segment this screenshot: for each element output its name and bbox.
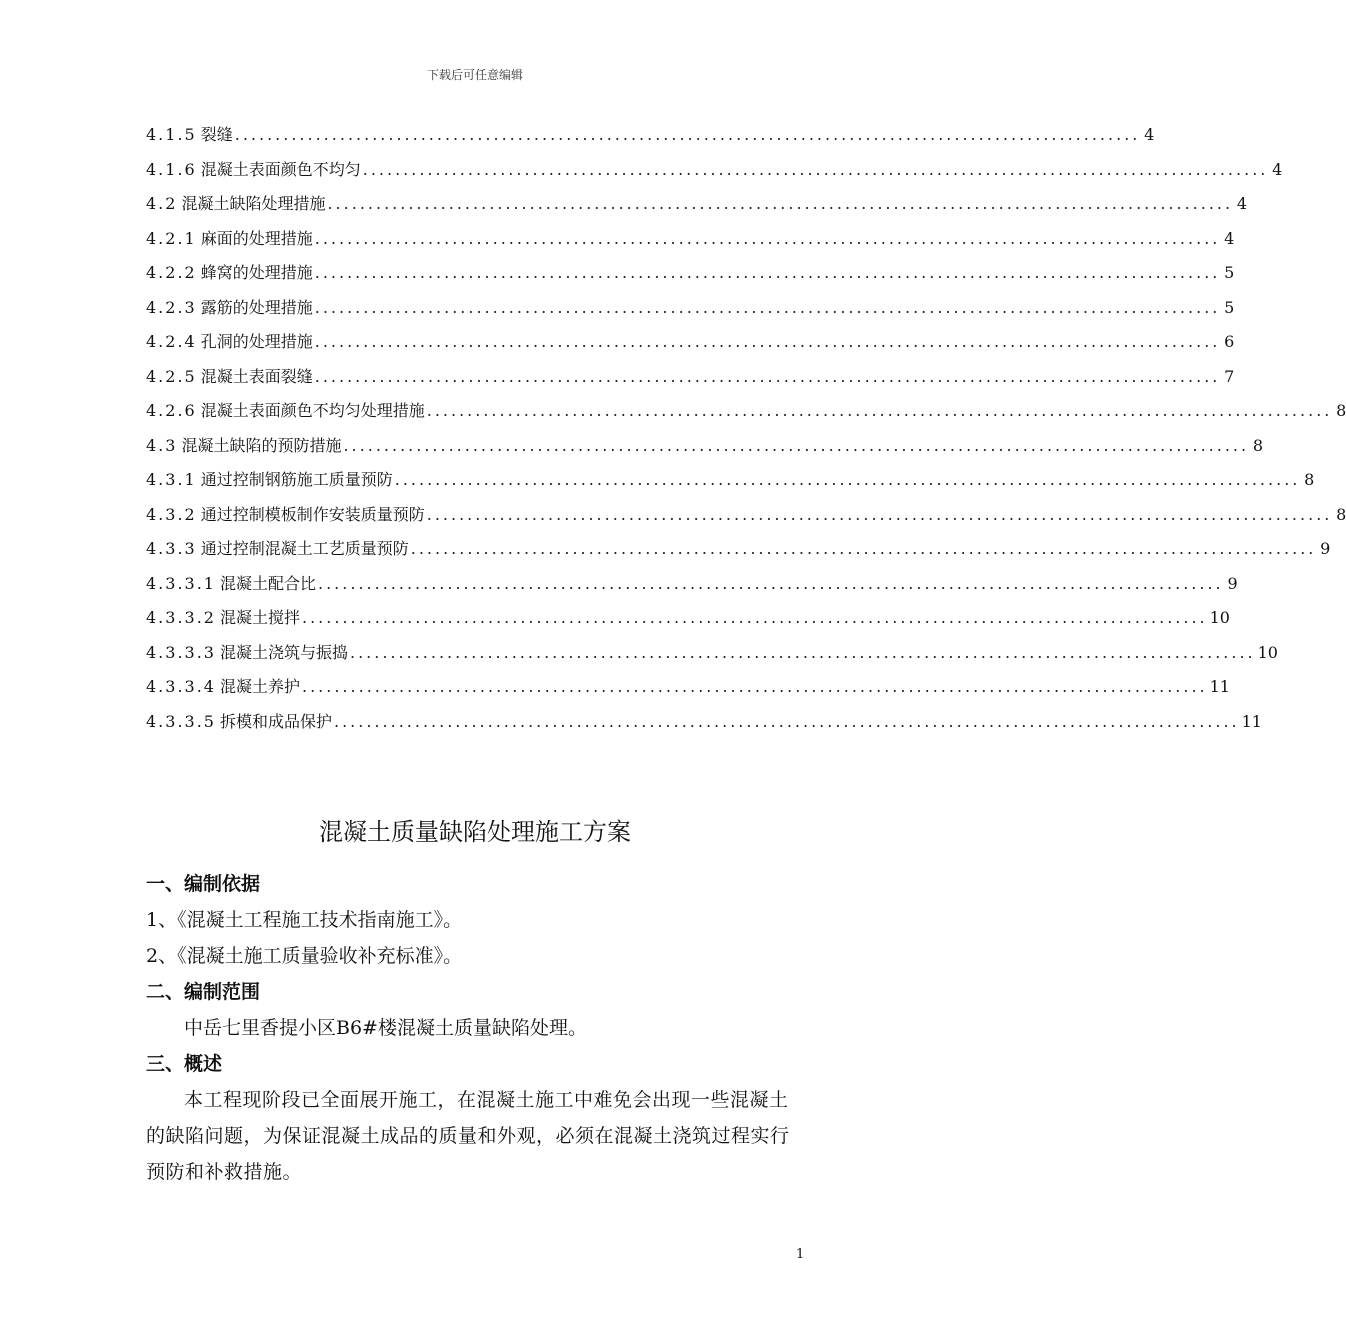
section-heading-overview: 三、概述 — [146, 1053, 223, 1075]
section-heading-scope: 二、编制范围 — [146, 981, 261, 1003]
toc-label: 混凝土配合比 — [219, 573, 316, 593]
page-number: 1 — [796, 1247, 805, 1262]
toc-label: 蜂窝的处理措施 — [200, 263, 313, 282]
toc-entry[interactable] — [146, 502, 1346, 537]
toc-leader-dots: ................................................................................................................ — [302, 677, 1208, 696]
toc-number: 4.3.2 — [146, 504, 197, 524]
toc-leader-dots: ................................................................................................................ — [362, 159, 1269, 179]
toc-label: 混凝土缺陷的预防措施 — [181, 435, 342, 455]
toc-page-number: 10 — [1257, 642, 1278, 662]
toc-number: 4.1.5 — [146, 125, 197, 144]
toc-leader-dots: ................................................................................................................ — [314, 366, 1221, 386]
toc-number: 4.3.1 — [146, 470, 197, 489]
toc-label: 孔洞的处理措施 — [200, 332, 313, 351]
toc-label: 露筋的处理措施 — [200, 297, 313, 317]
toc-number: 4.2.4 — [146, 332, 197, 351]
toc-page-number: 9 — [1227, 573, 1238, 593]
toc-page-number: 10 — [1209, 608, 1230, 627]
toc-entry[interactable] — [146, 605, 1230, 640]
toc-entry[interactable] — [146, 571, 1238, 606]
toc-page-number: 4 — [1224, 228, 1235, 248]
toc-leader-dots: ................................................................................................................ — [350, 642, 1256, 662]
toc-page-number: 11 — [1209, 677, 1230, 696]
toc-leader-dots: ................................................................................................................ — [314, 297, 1221, 317]
document-body — [146, 866, 806, 1190]
toc-label: 混凝土表面颜色不均匀处理措施 — [200, 401, 425, 420]
toc-page-number: 4 — [1272, 159, 1283, 179]
toc-number: 4.2 — [146, 194, 178, 213]
toc-number: 4.3.3.1 — [146, 573, 216, 593]
toc-leader-dots: ................................................................................................................ — [314, 332, 1221, 351]
toc-leader-dots: ................................................................................................................ — [334, 711, 1240, 731]
toc-entry[interactable] — [146, 364, 1235, 399]
toc-label: 混凝土搅拌 — [219, 608, 300, 627]
toc-page-number: 8 — [1252, 435, 1264, 455]
toc-entry[interactable] — [146, 191, 1248, 226]
toc-page-number: 9 — [1320, 539, 1331, 558]
basis-item-2: 2、《混凝土施工质量验收补充标准》。 — [146, 945, 463, 967]
toc-label: 混凝土缺陷处理措施 — [181, 194, 326, 213]
toc-label: 拆模和成品保护 — [219, 711, 332, 731]
toc-number: 4.3.3.2 — [146, 608, 216, 627]
toc-entry[interactable] — [146, 329, 1235, 364]
toc-number: 4.2.5 — [146, 366, 197, 386]
toc-number: 4.2.1 — [146, 228, 197, 248]
toc-number: 4.2.3 — [146, 297, 197, 317]
document-title: 混凝土质量缺陷处理施工方案 — [319, 818, 631, 846]
toc-label: 混凝土表面颜色不均匀 — [200, 159, 361, 179]
toc-entry[interactable] — [146, 398, 1346, 433]
toc-page-number: 6 — [1224, 332, 1235, 351]
toc-entry[interactable] — [146, 640, 1278, 675]
toc-entry[interactable] — [146, 157, 1283, 192]
toc-number: 4.3.3 — [146, 539, 197, 558]
toc-number: 4.1.6 — [146, 159, 197, 179]
toc-page-number: 8 — [1336, 401, 1346, 420]
toc-page-number: 5 — [1224, 263, 1235, 282]
toc-entry[interactable] — [146, 295, 1235, 330]
toc-leader-dots: ................................................................................................................ — [302, 608, 1208, 627]
toc-entry[interactable] — [146, 122, 1155, 157]
toc-entry[interactable] — [146, 709, 1262, 744]
toc-number: 4.2.2 — [146, 263, 197, 282]
toc-entry[interactable] — [146, 433, 1264, 468]
table-of-contents — [146, 122, 1346, 743]
section-heading-basis: 一、编制依据 — [146, 873, 261, 895]
scope-text: 中岳七里香提小区B6#楼混凝土质量缺陷处理。 — [184, 1017, 587, 1039]
toc-leader-dots: ................................................................................................................ — [343, 435, 1250, 455]
toc-label: 混凝土养护 — [219, 677, 300, 696]
toc-leader-dots: ................................................................................................................ — [234, 125, 1141, 144]
toc-entry[interactable] — [146, 536, 1331, 571]
toc-leader-dots: ................................................................................................................ — [394, 470, 1301, 489]
overview-paragraph: 本工程现阶段已全面展开施工，在混凝土施工中难免会出现一些混凝土的缺陷问题，为保证混凝土成品的质量和外观，必须在混凝土浇筑过程实行预防和补救措施。 — [146, 1089, 790, 1183]
toc-label: 裂缝 — [200, 125, 233, 144]
toc-number: 4.3 — [146, 435, 178, 455]
toc-entry[interactable] — [146, 674, 1230, 709]
toc-label: 麻面的处理措施 — [200, 228, 313, 248]
toc-label: 通过控制钢筋施工质量预防 — [200, 470, 393, 489]
toc-page-number: 7 — [1224, 366, 1235, 386]
toc-label: 混凝土表面裂缝 — [200, 366, 313, 386]
basis-item-1: 1、《混凝土工程施工技术指南施工》。 — [146, 909, 463, 931]
toc-leader-dots: ................................................................................................................ — [314, 263, 1221, 282]
toc-leader-dots: ................................................................................................................ — [318, 573, 1224, 593]
toc-number: 4.3.3.4 — [146, 677, 216, 696]
toc-number: 4.3.3.5 — [146, 711, 216, 731]
toc-label: 通过控制模板制作安装质量预防 — [200, 504, 425, 524]
toc-leader-dots: ................................................................................................................ — [410, 539, 1317, 558]
toc-leader-dots: ................................................................................................................ — [327, 194, 1234, 213]
toc-label: 通过控制混凝土工艺质量预防 — [200, 539, 409, 558]
toc-number: 4.3.3.3 — [146, 642, 216, 662]
toc-page-number: 4 — [1236, 194, 1248, 213]
toc-page-number: 11 — [1241, 711, 1262, 731]
header-note: 下载后可任意编辑 — [426, 68, 523, 82]
toc-leader-dots: ................................................................................................................ — [426, 401, 1333, 420]
toc-leader-dots: ................................................................................................................ — [314, 228, 1221, 248]
toc-entry[interactable] — [146, 467, 1315, 502]
toc-page-number: 5 — [1224, 297, 1235, 317]
toc-page-number: 8 — [1336, 504, 1346, 524]
toc-label: 混凝土浇筑与振捣 — [219, 642, 348, 662]
toc-entry[interactable] — [146, 260, 1235, 295]
toc-number: 4.2.6 — [146, 401, 197, 420]
toc-page-number: 4 — [1144, 125, 1155, 144]
toc-entry[interactable] — [146, 226, 1235, 261]
toc-page-number: 8 — [1304, 470, 1315, 489]
toc-leader-dots: ................................................................................................................ — [426, 504, 1333, 524]
